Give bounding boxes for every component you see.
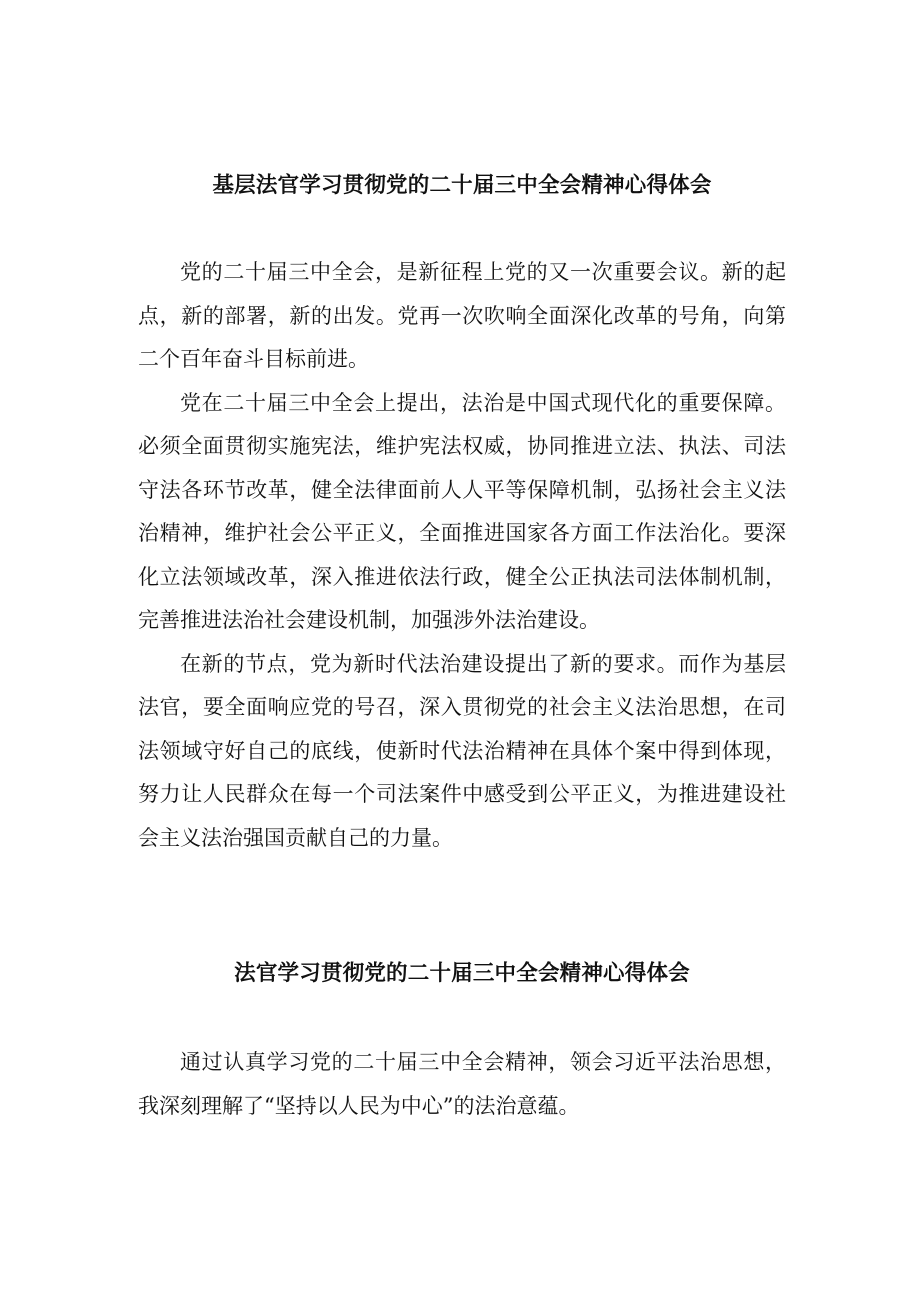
article-1-body: [138, 251, 786, 860]
article-1-paragraph-1: 党的二十届三中全会，是新征程上党的又一次重要会议。新的起点，新的部署，新的出发。党再一次吹响全面深化改革的号角，向第二个百年奋斗目标前进。: [138, 260, 786, 371]
article-2-paragraph-1: 通过认真学习党的二十届三中全会精神，领会习近平法治思想，我深刻理解了“坚持以人民为中心”的法治意蕴。: [138, 1050, 786, 1118]
article-1-title: 基层法官学习贯彻党的二十届三中全会精神心得体会: [212, 173, 712, 198]
article-2-body: [138, 1041, 786, 1128]
article-1-paragraph-2: 党在二十届三中全会上提出，法治是中国式现代化的重要保障。必须全面贯彻实施宪法，维护宪法权威，协同推进立法、执法、司法守法各环节改革，健全法律面前人人平等保障机制，弘扬社会主义法治精神，维护社会公平正义，全面推进国家各方面工作法治化。要深化立法领域改革，深入推进依法行政，健全公正执法司法体制机制，完善推进法治社会建设机制，加强涉外法治建设。: [138, 390, 786, 632]
article-2-title: 法官学习贯彻党的二十届三中全会精神心得体会: [234, 961, 690, 986]
article-1-paragraph-3: 在新的节点，党为新时代法治建设提出了新的要求。而作为基层法官，要全面响应党的号召，深入贯彻党的社会主义法治思想，在司法领域守好自己的底线，使新时代法治精神在具体个案中得到体现，努力让人民群众在每一个司法案件中感受到公平正义，为推进建设社会主义法治强国贡献自己的力量。: [138, 651, 786, 850]
